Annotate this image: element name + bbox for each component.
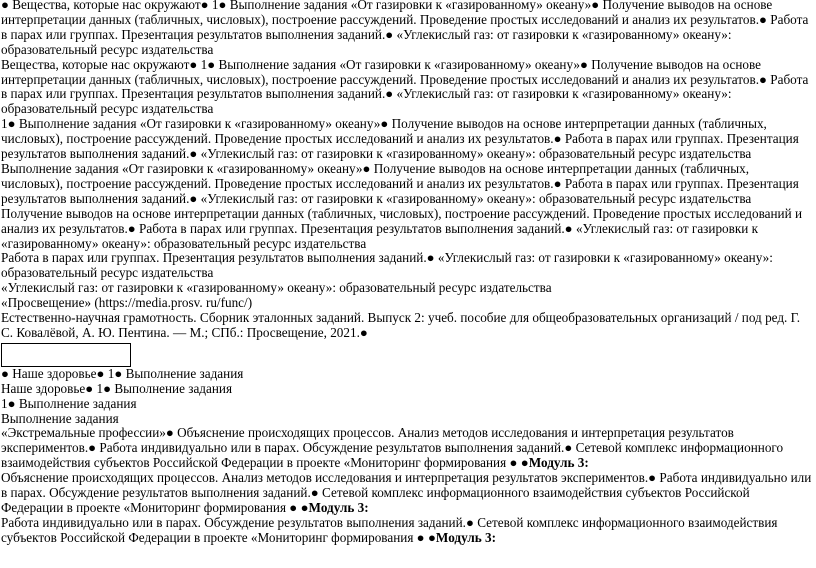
module-paragraph xyxy=(1,471,813,516)
text-line: Выполнение задания xyxy=(1,410,119,426)
module-paragraph xyxy=(1,516,813,546)
text-line: ● Вещества, которые нас окружают● 1● Выполнение задания «От газировки к «газированному» океану»● Получение выводов на основе интерпретации данных (табличных, числовых), построение рассуждений. Проведение простых исследований и анализ их результатов.● Работа в парах или группах. Презентация результатов выполнения заданий.● «Углекислый газ: от газировки к «газированному» океану»: образовательный ресурс издательства xyxy=(1,0,809,57)
module-label: Модуль 3: xyxy=(435,529,496,545)
document-body xyxy=(1,0,813,546)
text-line: Получение выводов на основе интерпретации данных (табличных, числовых), построение рассуждений. Проведение простых исследований и анализ их результатов.● Работа в парах или группах. Презентация результатов выполнения заданий.● «Углекислый газ: от газировки к «газированному» океану»: образовательный ресурс издательства xyxy=(1,205,803,251)
module-label: Модуль 3: xyxy=(308,500,369,515)
text-line: Наше здоровье● 1● Выполнение задания xyxy=(1,380,233,396)
empty-box xyxy=(1,343,131,367)
text-line: Работа в парах или группах. Презентация результатов выполнения заданий.● «Углекислый газ: от газировки к «газированному» океану»: образовательный ресурс издательства xyxy=(1,250,773,281)
text-line: ● Наше здоровье● 1● Выполнение задания xyxy=(1,365,244,381)
paragraph-text: Объяснение происходящих процессов. Анализ методов исследования и интерпретация результатов экспериментов.● Работа индивидуально или в парах. Обсуждение результатов выполнения заданий.● Сетевой комплекс информационного взаимодействия субъектов Российской Федерации в проекте «Мониторинг формирования ● ● xyxy=(1,470,812,515)
text-line: 1● Выполнение задания xyxy=(1,395,137,411)
text-line: «Углекислый газ: от газировки к «газированному» океану»: образовательный ресурс издательства xyxy=(1,280,552,296)
module-paragraph xyxy=(1,426,813,471)
text-line: Выполнение задания «От газировки к «газированному» океану»● Получение выводов на основе интерпретации данных (табличных, числовых), построение рассуждений. Проведение простых исследований и анализ их результатов.● Работа в парах или группах. Презентация результатов выполнения заданий.● «Углекислый газ: от газировки к «газированному» океану»: образовательный ресурс издательства xyxy=(1,160,799,206)
text-line: «Просвещение» (https://media.prosv. ru/func/) xyxy=(1,295,253,311)
text-line: Вещества, которые нас окружают● 1● Выполнение задания «От газировки к «газированному» океану»● Получение выводов на основе интерпретации данных (табличных, числовых), построение рассуждений. Проведение простых исследований и анализ их результатов.● Работа в парах или группах. Презентация результатов выполнения заданий.● «Углекислый газ: от газировки к «газированному» океану»: образовательный ресурс издательства xyxy=(1,56,809,117)
paragraph-text: Работа индивидуально или в парах. Обсуждение результатов выполнения заданий.● Сетевой комплекс информационного взаимодействия субъектов Российской Федерации в проекте «Мониторинг формирования ● ● xyxy=(1,514,778,545)
text-line: Естественно-научная грамотность. Сборник эталонных заданий. Выпуск 2: учеб. пособие для общеобразовательных организаций / под ред. Г. С. Ковалёвой, А. Ю. Пентина. — М.; СПб.: Просвещение, 2021.● xyxy=(1,310,801,340)
text-line: 1● Выполнение задания «От газировки к «газированному» океану»● Получение выводов на основе интерпретации данных (табличных, числовых), построение рассуждений. Проведение простых исследований и анализ их результатов.● Работа в парах или группах. Презентация результатов выполнения заданий.● «Углекислый газ: от газировки к «газированному» океану»: образовательный ресурс издательства xyxy=(1,116,799,162)
paragraph-text: «Экстремальные профессии»● Объяснение происходящих процессов. Анализ методов исследования и интерпретация результатов экспериментов.● Работа индивидуально или в парах. Обсуждение результатов выполнения заданий.● Сетевой комплекс информационного взаимодействия субъектов Российской Федерации в проекте «Мониторинг формирования ● ● xyxy=(1,425,784,471)
module-label: Модуль 3: xyxy=(528,455,589,471)
